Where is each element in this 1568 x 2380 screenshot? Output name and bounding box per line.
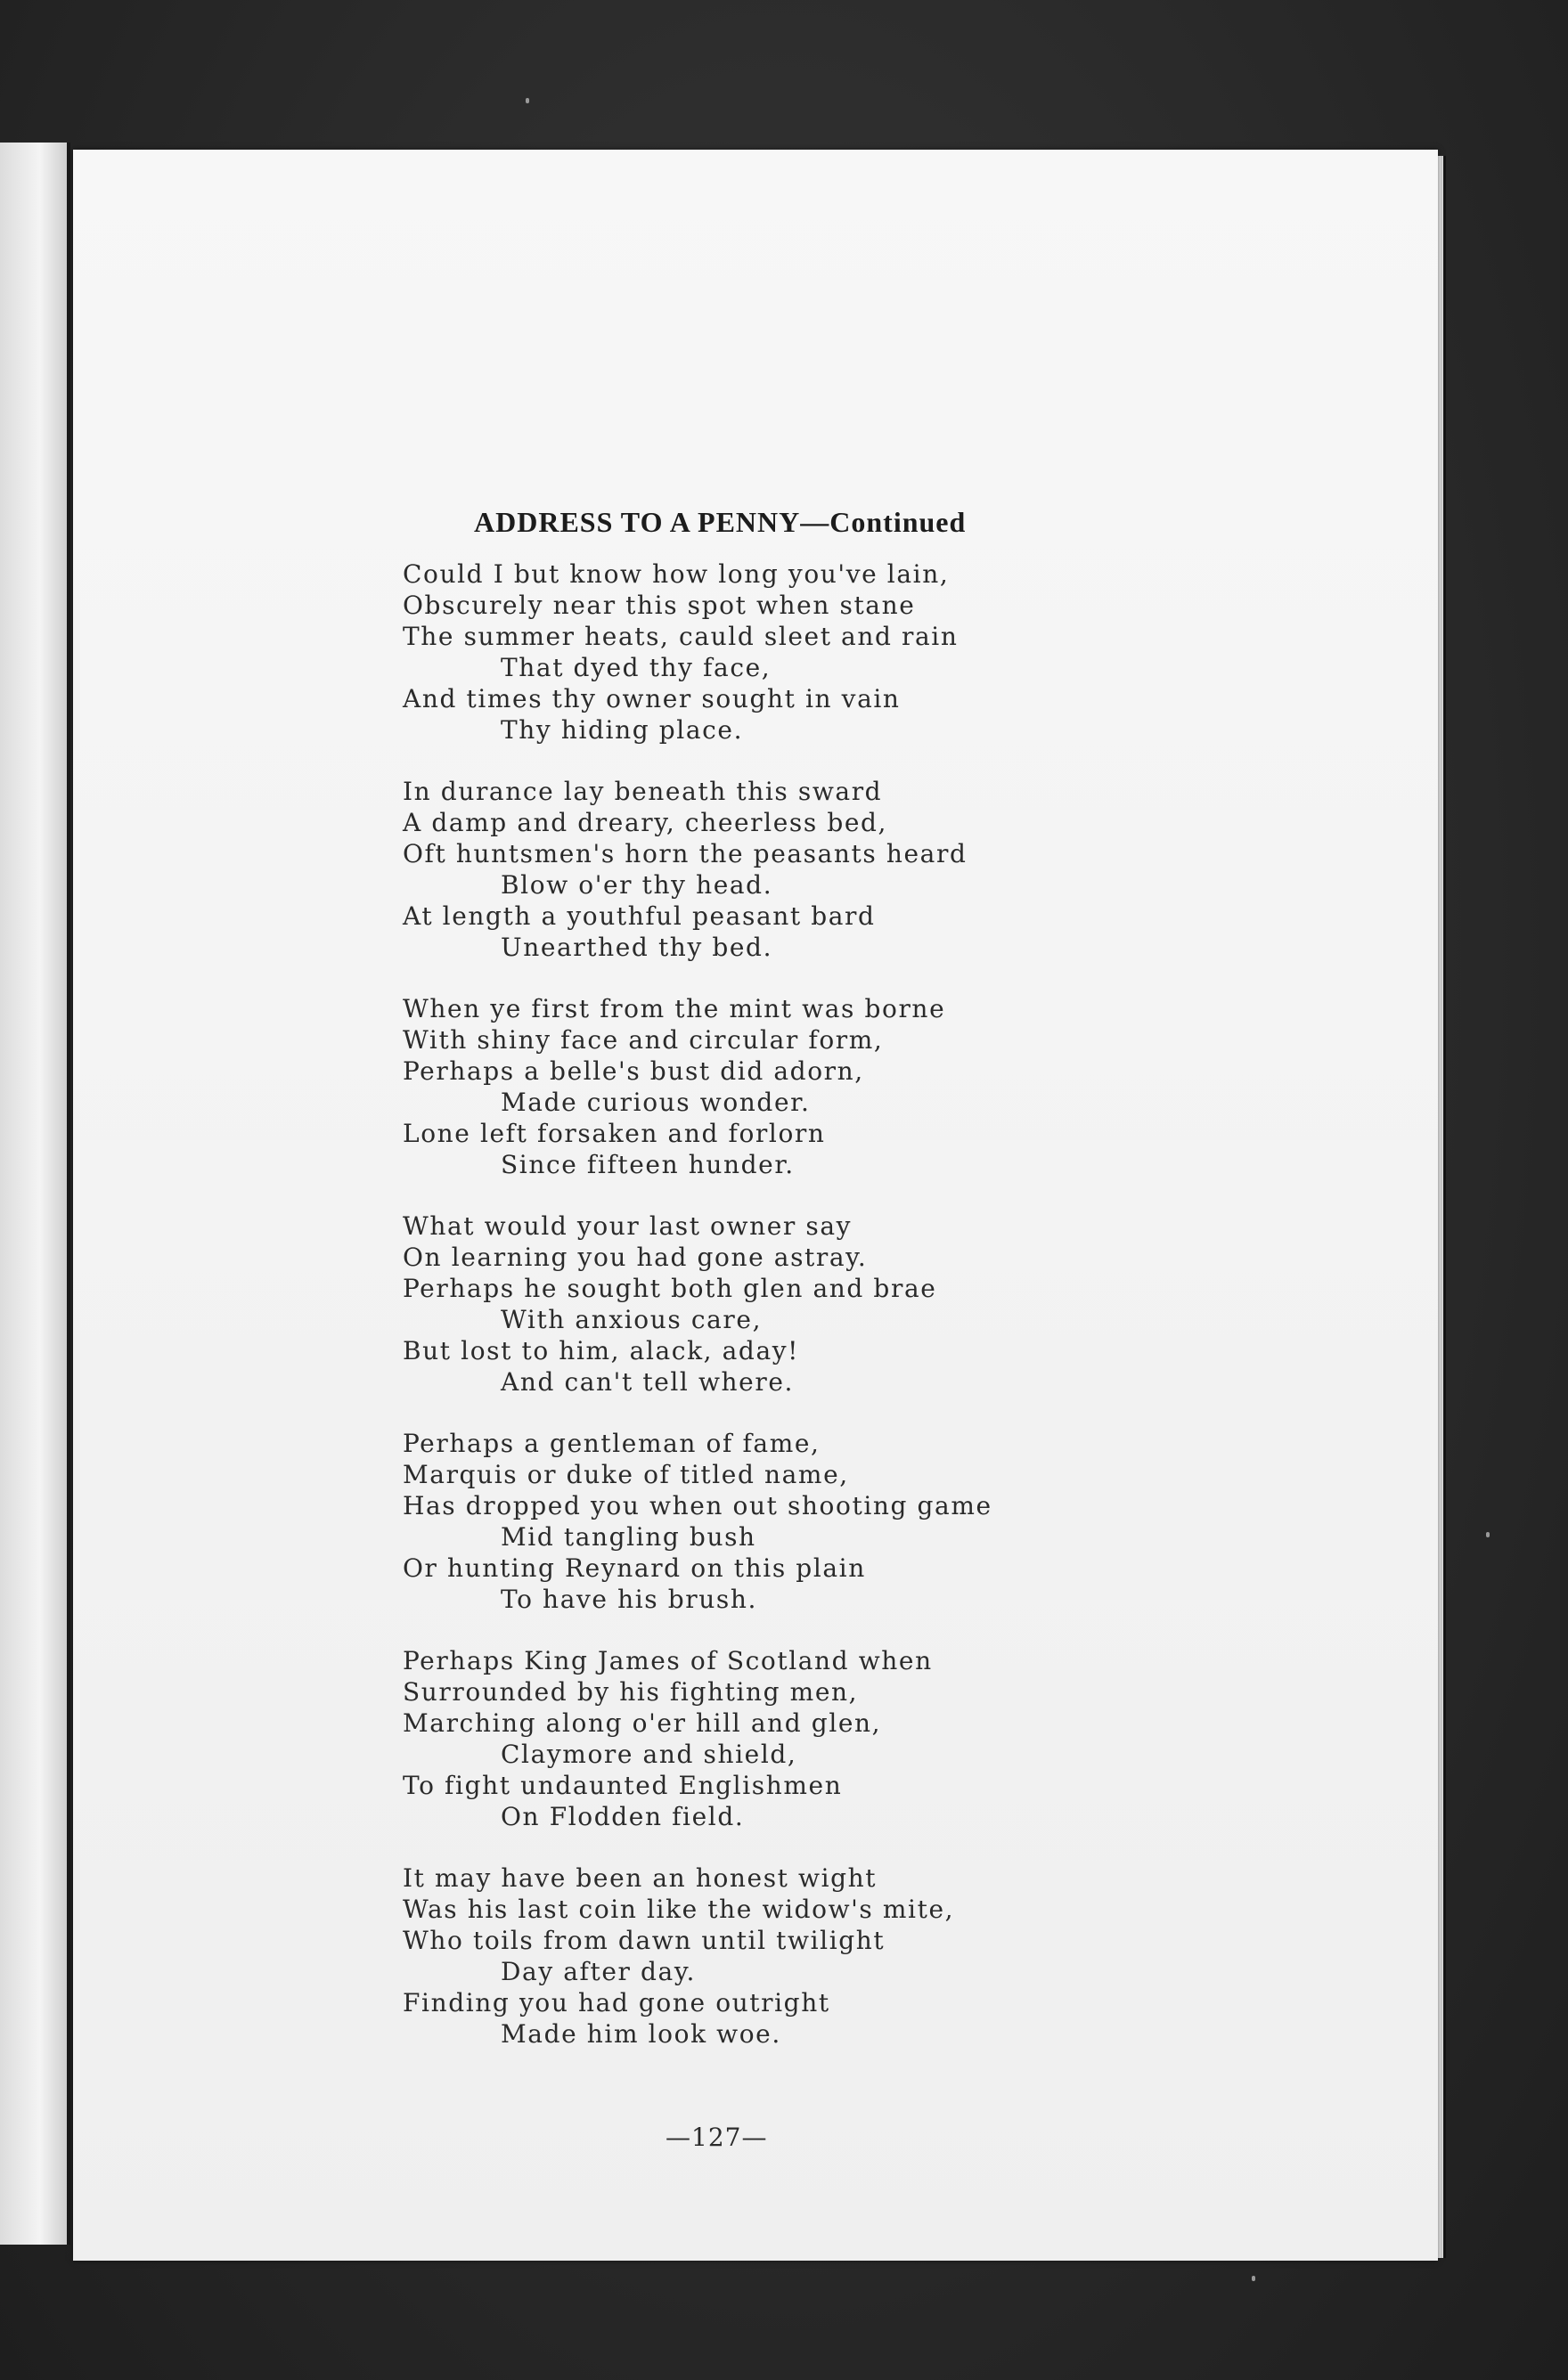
poem-line: It may have been an honest wight xyxy=(403,1863,878,1893)
poem-line: Could I but know how long you've lain, xyxy=(403,559,950,589)
stanza xyxy=(403,1862,1205,2050)
poem-line: Perhaps a gentleman of fame, xyxy=(403,1429,821,1458)
poem-title: ADDRESS TO A PENNY—Continued xyxy=(474,506,967,538)
poem-line: On learning you had gone astray. xyxy=(403,1243,868,1272)
poem-line: Thy hiding place. xyxy=(501,715,744,745)
poem-line: Mid tangling bush xyxy=(501,1522,756,1552)
stanza xyxy=(403,1645,1205,1832)
poem-line: Or hunting Reynard on this plain xyxy=(403,1553,866,1583)
poem-line: Blow o'er thy head. xyxy=(501,870,773,900)
poem-line: Made him look woe. xyxy=(501,2019,781,2049)
poem-line: On Flodden field. xyxy=(501,1802,745,1831)
poem-line: When ye first from the mint was borne xyxy=(403,994,946,1023)
poem-line: Made curious wonder. xyxy=(501,1088,811,1117)
poem-line: Perhaps King James of Scotland when xyxy=(403,1646,933,1675)
poem-line: Surrounded by his fighting men, xyxy=(403,1677,859,1707)
poem-line: Marching along o'er hill and glen, xyxy=(403,1708,882,1738)
poem-line: Perhaps a belle's bust did adorn, xyxy=(403,1056,864,1086)
book-page xyxy=(73,150,1438,2261)
poem-line: Unearthed thy bed. xyxy=(501,933,773,962)
poem-line: Was his last coin like the widow's mite, xyxy=(403,1895,955,1924)
poem-line: Lone left forsaken and forlorn xyxy=(403,1119,826,1148)
poem-line: But lost to him, alack, aday! xyxy=(403,1336,800,1365)
stanza xyxy=(403,558,1205,746)
stanza-list xyxy=(403,558,1205,2050)
poem-line: A damp and dreary, cheerless bed, xyxy=(403,808,888,837)
poem-line: Who toils from dawn until twilight xyxy=(403,1926,886,1955)
poem-line: With anxious care, xyxy=(501,1305,763,1334)
dust-speck xyxy=(526,98,529,103)
poem-line: With shiny face and circular form, xyxy=(403,1025,884,1055)
poem-line: Claymore and shield, xyxy=(501,1740,797,1769)
poem-line: That dyed thy face, xyxy=(501,653,772,682)
dust-speck xyxy=(1252,2276,1255,2281)
poem-line: Obscurely near this spot when stane xyxy=(403,591,916,620)
poem-line: In durance lay beneath this sward xyxy=(403,777,883,806)
stanza xyxy=(403,1428,1205,1615)
poem-line: Perhaps he sought both glen and brae xyxy=(403,1274,937,1303)
poem-line: And can't tell where. xyxy=(501,1367,794,1397)
poem-line: Finding you had gone outright xyxy=(403,1988,830,2017)
dust-speck xyxy=(1486,1532,1490,1537)
poem-line: What would your last owner say xyxy=(403,1211,853,1241)
poem-line: Marquis or duke of titled name, xyxy=(403,1460,849,1489)
poem-line: Day after day. xyxy=(501,1957,697,1986)
stanza xyxy=(403,776,1205,963)
poem xyxy=(403,506,1205,2080)
poem-line: Oft huntsmen's horn the peasants heard xyxy=(403,839,968,868)
poem-line: The summer heats, cauld sleet and rain xyxy=(403,622,959,651)
poem-line: To fight undaunted Englishmen xyxy=(403,1771,843,1800)
poem-line: At length a youthful peasant bard xyxy=(403,901,876,931)
poem-line: Since fifteen hunder. xyxy=(501,1150,795,1179)
stanza xyxy=(403,1210,1205,1398)
poem-line: Has dropped you when out shooting game xyxy=(403,1491,992,1520)
stanza xyxy=(403,993,1205,1180)
poem-line: And times thy owner sought in vain xyxy=(403,684,901,713)
page-number: —127— xyxy=(666,2123,768,2152)
left-page-edge xyxy=(0,143,70,2245)
poem-line: To have his brush. xyxy=(501,1585,757,1614)
